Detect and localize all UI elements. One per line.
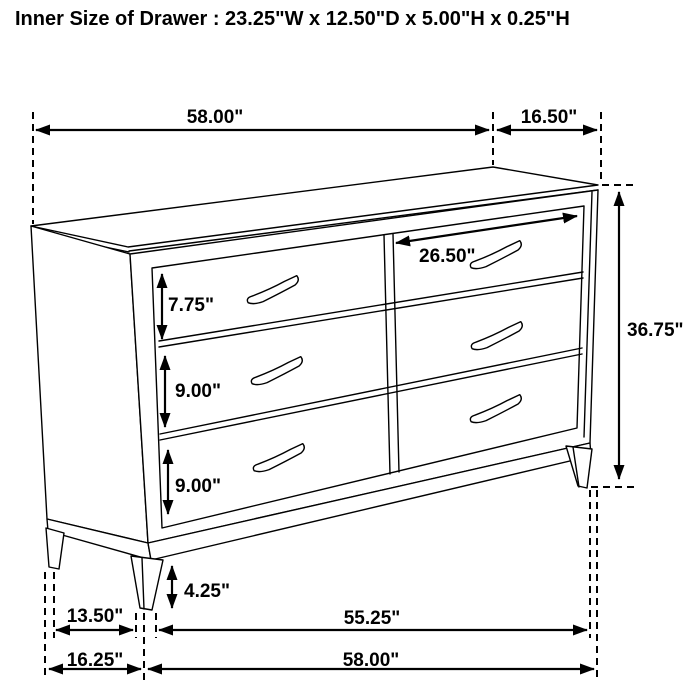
front-left-leg [131,556,163,610]
page-title: Inner Size of Drawer : 23.25"W x 12.50"D x 5.00"H x 0.25"H [15,8,570,30]
dim-label-drawer-face-width: 26.50" [419,246,476,267]
dim-label-overall-height: 36.75" [627,320,684,341]
dim-label-top-width: 58.00" [186,107,244,128]
back-left-leg [46,528,64,569]
dim-label-leg-span-depth: 13.50" [66,606,124,627]
dim-label-top-depth: 16.50" [520,107,578,128]
dim-label-leg-span-width: 55.25" [343,608,401,629]
dim-label-floor-depth: 16.25" [66,650,124,671]
dim-label-top-drawer-height: 7.75" [168,295,214,316]
front-right-leg [566,446,592,488]
dresser-drawing [31,167,598,610]
dim-label-middle-drawer-height: 9.00" [175,381,221,402]
dresser-left-side-panel [31,226,148,543]
dim-label-leg-height: 4.25" [184,581,230,602]
dim-label-floor-width: 58.00" [342,650,400,671]
dim-label-bottom-drawer-height: 9.00" [175,476,221,497]
